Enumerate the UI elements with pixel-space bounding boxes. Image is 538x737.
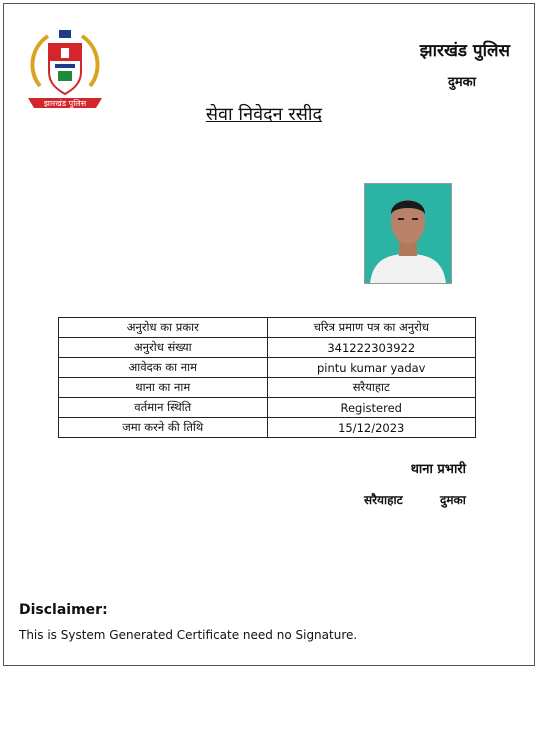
- label-cell: अनुरोध का प्रकार: [59, 318, 268, 338]
- table-row: [59, 318, 476, 338]
- label-cell: आवेदक का नाम: [59, 358, 268, 378]
- request-details-table: [58, 317, 476, 438]
- table-row: [59, 338, 476, 358]
- value-cell: 341222303922: [267, 338, 476, 358]
- table-row: [59, 398, 476, 418]
- label-cell: अनुरोध संख्या: [59, 338, 268, 358]
- label-cell: थाना का नाम: [59, 378, 268, 398]
- organization-name: झारखंड पुलिस: [419, 41, 510, 61]
- applicant-photo: [364, 183, 452, 284]
- value-cell: pintu kumar yadav: [267, 358, 476, 378]
- disclaimer-text: This is System Generated Certificate need no Signature.: [19, 628, 358, 642]
- value-cell: 15/12/2023: [267, 418, 476, 438]
- jharkhand-police-logo: [22, 24, 108, 110]
- district-name: दुमका: [447, 75, 476, 90]
- value-cell: Registered: [267, 398, 476, 418]
- label-cell: वर्तमान स्थिति: [59, 398, 268, 418]
- signature-station: सरैयाहाट: [364, 493, 403, 507]
- label-cell: जमा करने की तिथि: [59, 418, 268, 438]
- disclaimer-title: Disclaimer:: [19, 602, 108, 618]
- table-row: [59, 378, 476, 398]
- value-cell: चरित्र प्रमाण पत्र का अनुरोध: [267, 318, 476, 338]
- table-row: [59, 358, 476, 378]
- logo-ribbon-text: झारखंड पुलिस: [43, 99, 87, 108]
- signature-district: दुमका: [440, 493, 466, 507]
- page-title: सेवा निवेदन रसीद: [205, 104, 323, 125]
- value-cell: सरैयाहाट: [267, 378, 476, 398]
- officer-designation: थाना प्रभारी: [410, 462, 466, 477]
- certificate-page: [3, 3, 535, 666]
- table-row: [59, 418, 476, 438]
